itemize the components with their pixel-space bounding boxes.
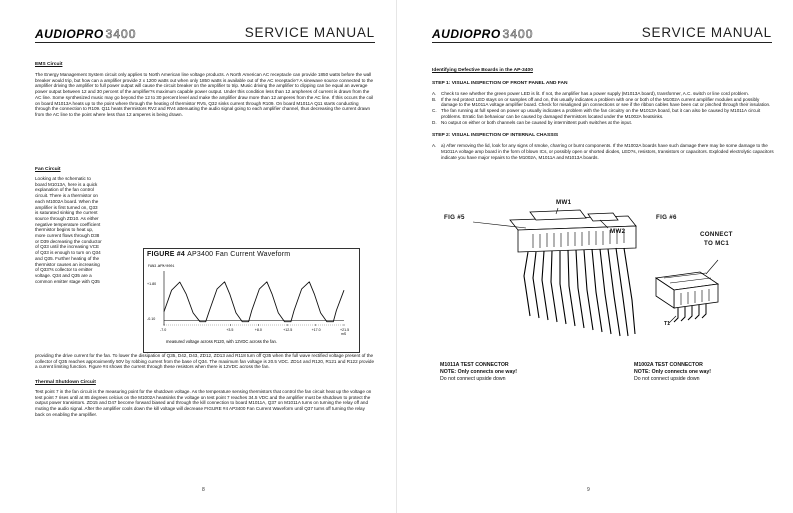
test-connector-diagram [438,198,745,386]
m1002a-connector-drawing [656,260,718,323]
fan-body-line: voltage. Q34 and Q35 are a [35,272,92,278]
x-tick-label: +21.5 [340,328,350,332]
fan-section [35,167,139,284]
connect-label: CONNECT [700,231,733,238]
m1002a-caption-title: M1002A TEST CONNECTOR [634,362,703,368]
header-rule [432,42,772,43]
t1-label: T1 [664,321,671,327]
y-tick-top: +1.80 [147,281,157,286]
fan-body-line: thermistor causes an increasing [35,261,100,267]
fan-body-line: each M1002A board. When the [35,198,99,204]
m1011a-caption-sub: Do not connect upside down [440,376,506,382]
fan-body-line: circuit. There is a thermistor on [35,193,98,199]
fan-body-line: amplifier is first turned on, Q33 [35,204,98,210]
manual-title: SERVICE MANUAL [244,25,375,40]
list-item: D. No output on either or both channels can be caused by intermittent push switches at the input. [432,119,633,125]
m1011a-caption-note: NOTE: Only connects one way! [440,369,517,375]
fan-body-line: of Q33 until the increasing VCE [35,244,100,250]
figure-4-title: FIGURE #4 AP3400 Fan Current Waveform [147,251,291,258]
list-item: C. The fan running at full speed on power up usually indicates a problem with the fan circuitry on the M1013A board, but it can also be caused by M1011A circuit problems. Erratic fan behaviour can be caused by damaged thermistors located under the M1002A heatsinks. [432,108,761,119]
ems-section [35,62,375,118]
ems-heading: EMS Circuit [35,62,63,67]
scope-file-label: FAN3.WFM/0001 [148,265,175,269]
mw1-label: MW1 [556,199,572,206]
header-left [35,27,375,45]
fan-body-line: more current flows through D38 [35,233,100,239]
fan-body-column [35,176,139,284]
fan-body-line: of Q33?s collector to emitter [35,267,93,273]
list-item: B. If the red protect LED stays on or samples off and on, this usually indicates a problem with one or both of the M1002A current amplifier modules and possibly damage to the M1011A voltage amplifier board. Check for misaligned pin connections or see if the ribbon cables have been cut or pinched through their insulation. [432,96,771,108]
thermal-body: Test point 7 in the fan circuit is the measuring point for the shutdown voltage. As the temperature sensing thermistors that control the fan circuit heat up the voltage on test point 7 rises until at 85 degrees celcius on the M1002A heatsinks the voltage on test point 7 reaches 34.5 VDC and the amplifier must be shutdown to protect the output power transistors. ZD15 and D47 become forward biased and through the kill connection to board M1011A, Q37 on M1011A turns on turning the relay off and muting the audio signal. After the amplifier cools down the kill voltage will decrease FIGURE #4 AP3400 Fan Current Waveform until Q37 turns off turning the relay back on enabling the amplifier. [35,389,372,417]
connector-illustration [438,198,745,386]
step2-heading: STEP 2: VISUAL INSPECTION OF INTERNAL CHASSIS [432,133,559,139]
list-item: A. a) After removing the lid, look for any signs of smoke, charring or burnt components. If the M1002A boards have such damage there may be some damage to the M1011A voltage amp board in the form of blown ICs, or possibly open or shorted diodes, LED?s, resistors, transistors or capacitors. Exploded electrolytic capacitors indicate you have major repairs to the M1002A, M1011A and M1013A boards. [432,143,774,160]
fan-body-line: board M1013A, here is a quick [35,181,98,187]
m1002a-caption-sub: Do not connect upside down [634,376,700,382]
m1002a-caption-note: NOTE: Only connects one way! [634,369,711,375]
identify-section [432,68,777,160]
identify-heading: Identifying Defective Boards in the AP-3400 [432,68,533,73]
figure-4-caption: measured voltage across R120, with 12VDC across the fan. [166,339,278,344]
fan-body-continued: providing the drive current for the fan. To lower the dissipation of Q35, D42, D43, ZD12, ZD13 and R118 turn off Q35 when the full wave rectified voltage present of the collector of Q35 reaches approximently 50V by robbing current from the base of Q34. The maximum fan voltage is 20.5 VDC. ZD14 and R120, R121 and R122 provide a current limiting function. Figure #4 shows the current through these resistors when there is 12VDC across the fan. [35,353,375,370]
x-tick-label: +8.0 [254,328,262,332]
ems-body: The Energy Management System circuit only applies to North American line voltage products. A North American AC receptacle can provide 1850 watts before the wall breaker would trip, but how can a amplifier provide 2 x 1200 watts out when only 1850 watts is available out of the AC receptacle? A sinewave source connected to the amplifier driving the amplifier to full power output will cause the circuit breaker on the amplifier to trip. Music driving the amplifier to clipping can be equal an average power output between 12 and 30 percent of the amplifier?s maximum capable power output. Under this condition less than 12 ampheres of current is drawn from the AC line. Some synthesized music may go beyond the 12 to 30 percent level and make the amplifier draw more than 12 amperes from the AC line. If this occurs the coil on board M1013A heats up to the point where through the heating of thermistor RV5, Q32 sinks current through R109. On board M1011A Q11 starts conducting through the connection to R109. Q11 heats thermistors RV2 and RV4 attenuating the audio signal going to each amplifier channel, thus decreasing the current drawn from the AC line to the point where less than 12 amperes is being drawn. [35,72,374,117]
x-tick-label: +17.0 [311,328,321,332]
fan-body-line: explanation of the fan control [35,187,94,193]
page-number-right: 9 [587,487,590,493]
thermal-section [35,380,375,418]
fan-body-line: or D39 decreasing the conductor [35,238,102,244]
thermal-heading: Thermal Shutdown Circuit [35,380,96,385]
connect-target-label: TO MC1 [704,240,730,247]
fan-heading: Fan Circuit [35,167,61,172]
fig6-label: FIG #6 [656,214,677,221]
fan-body-line: source through ZD10. As either [35,215,99,221]
mw2-label: MW2 [610,228,626,235]
step2-list [432,143,777,160]
fan-body-line: is saturated sinking the current [35,210,98,216]
manual-title: SERVICE MANUAL [641,25,772,40]
page-left [0,0,396,513]
page-number-left: 8 [202,487,205,493]
list-item: A. Check to see whether the green power LED is lit. If not, the amplifier has a power supply (M1013A board), transformer, A.C. switch or line cord problem. [432,91,749,96]
waveform-series-line [164,282,344,322]
brand-logo: AUDIOPRO 3400 [35,27,137,41]
x-unit-label: mS [341,332,347,336]
x-tick-label: +3.5 [226,328,234,332]
step1-heading: STEP 1: VISUAL INSPECTION OF FRONT PANEL AND FAN [432,81,568,86]
y-tick-bottom: -0.10 [147,317,156,322]
x-tick-label: +12.5 [283,328,293,332]
fan-body-line: negative temperature coefficient [35,221,101,227]
x-tick-label: -7.0 [160,328,167,332]
brand-logo: AUDIOPRO 3400 [432,27,534,41]
fan-body-line: common emitter stage with Q35 [35,278,100,284]
fan-current-waveform-chart [144,261,359,351]
m1011a-caption-title: M1011A TEST CONNECTOR [440,362,509,368]
fan-body-line: of Q33 is enough to turn on Q34 [35,250,101,256]
step1-list [432,91,777,125]
figure-4 [143,248,360,353]
fan-body-line: Looking at the schematic to [35,176,91,181]
header-rule [35,42,375,43]
fan-body-line: thermistor begins to heat up, [35,227,94,233]
fig5-label: FIG #5 [444,214,465,221]
header-right [432,27,772,45]
fan-body-line: and Q35. Further heating of the [35,255,100,261]
